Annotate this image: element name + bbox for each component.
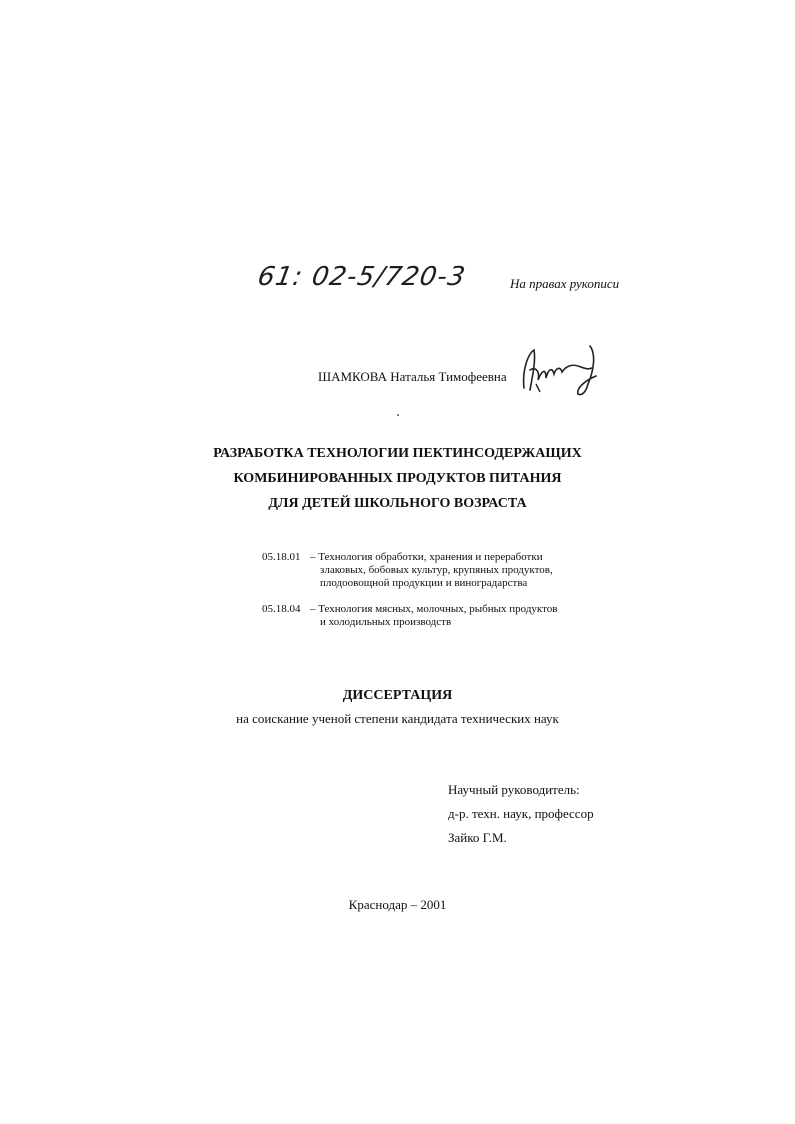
rights-note: На правах рукописи <box>510 276 620 291</box>
specialty-code: 05.18.04 <box>262 603 301 615</box>
specialty-line: – Технология мясных, молочных, рыбных продуктов <box>310 603 558 615</box>
scan-speck <box>397 414 399 416</box>
supervisor-name: Зайко Г.М. <box>448 830 507 845</box>
document-type: ДИССЕРТАЦИЯ <box>342 688 453 703</box>
signature-icon <box>516 340 606 400</box>
specialty-line: – Технология обработки, хранения и переработки <box>310 551 543 563</box>
specialty-line: и холодильных производств <box>320 616 452 628</box>
supervisor-label: Научный руководитель: <box>448 782 580 797</box>
degree-line: на соискание ученой степени кандидата технических наук <box>236 711 559 726</box>
title-line: КОМБИНИРОВАННЫХ ПРОДУКТОВ ПИТАНИЯ <box>233 471 562 486</box>
specialty-code: 05.18.01 <box>262 551 301 563</box>
title-line: РАЗРАБОТКА ТЕХНОЛОГИИ ПЕКТИНСОДЕРЖАЩИХ <box>213 446 582 461</box>
supervisor-degree: д-р. техн. наук, профессор <box>448 806 594 821</box>
author-name: ШАМКОВА Наталья Тимофеевна <box>318 369 507 384</box>
specialty-description <box>310 603 557 629</box>
specialty-line: злаковых, бобовых культур, крупяных продуктов, <box>320 564 553 576</box>
specialty-description <box>310 551 553 590</box>
dissertation-title <box>0 441 795 516</box>
specialty-line: плодоовощной продукции и виноградарства <box>320 577 528 589</box>
city-year: Краснодар – 2001 <box>348 897 447 912</box>
archive-code-handwritten: 61: 02-5/720-3 <box>255 262 469 292</box>
title-line: ДЛЯ ДЕТЕЙ ШКОЛЬНОГО ВОЗРАСТА <box>268 496 527 511</box>
